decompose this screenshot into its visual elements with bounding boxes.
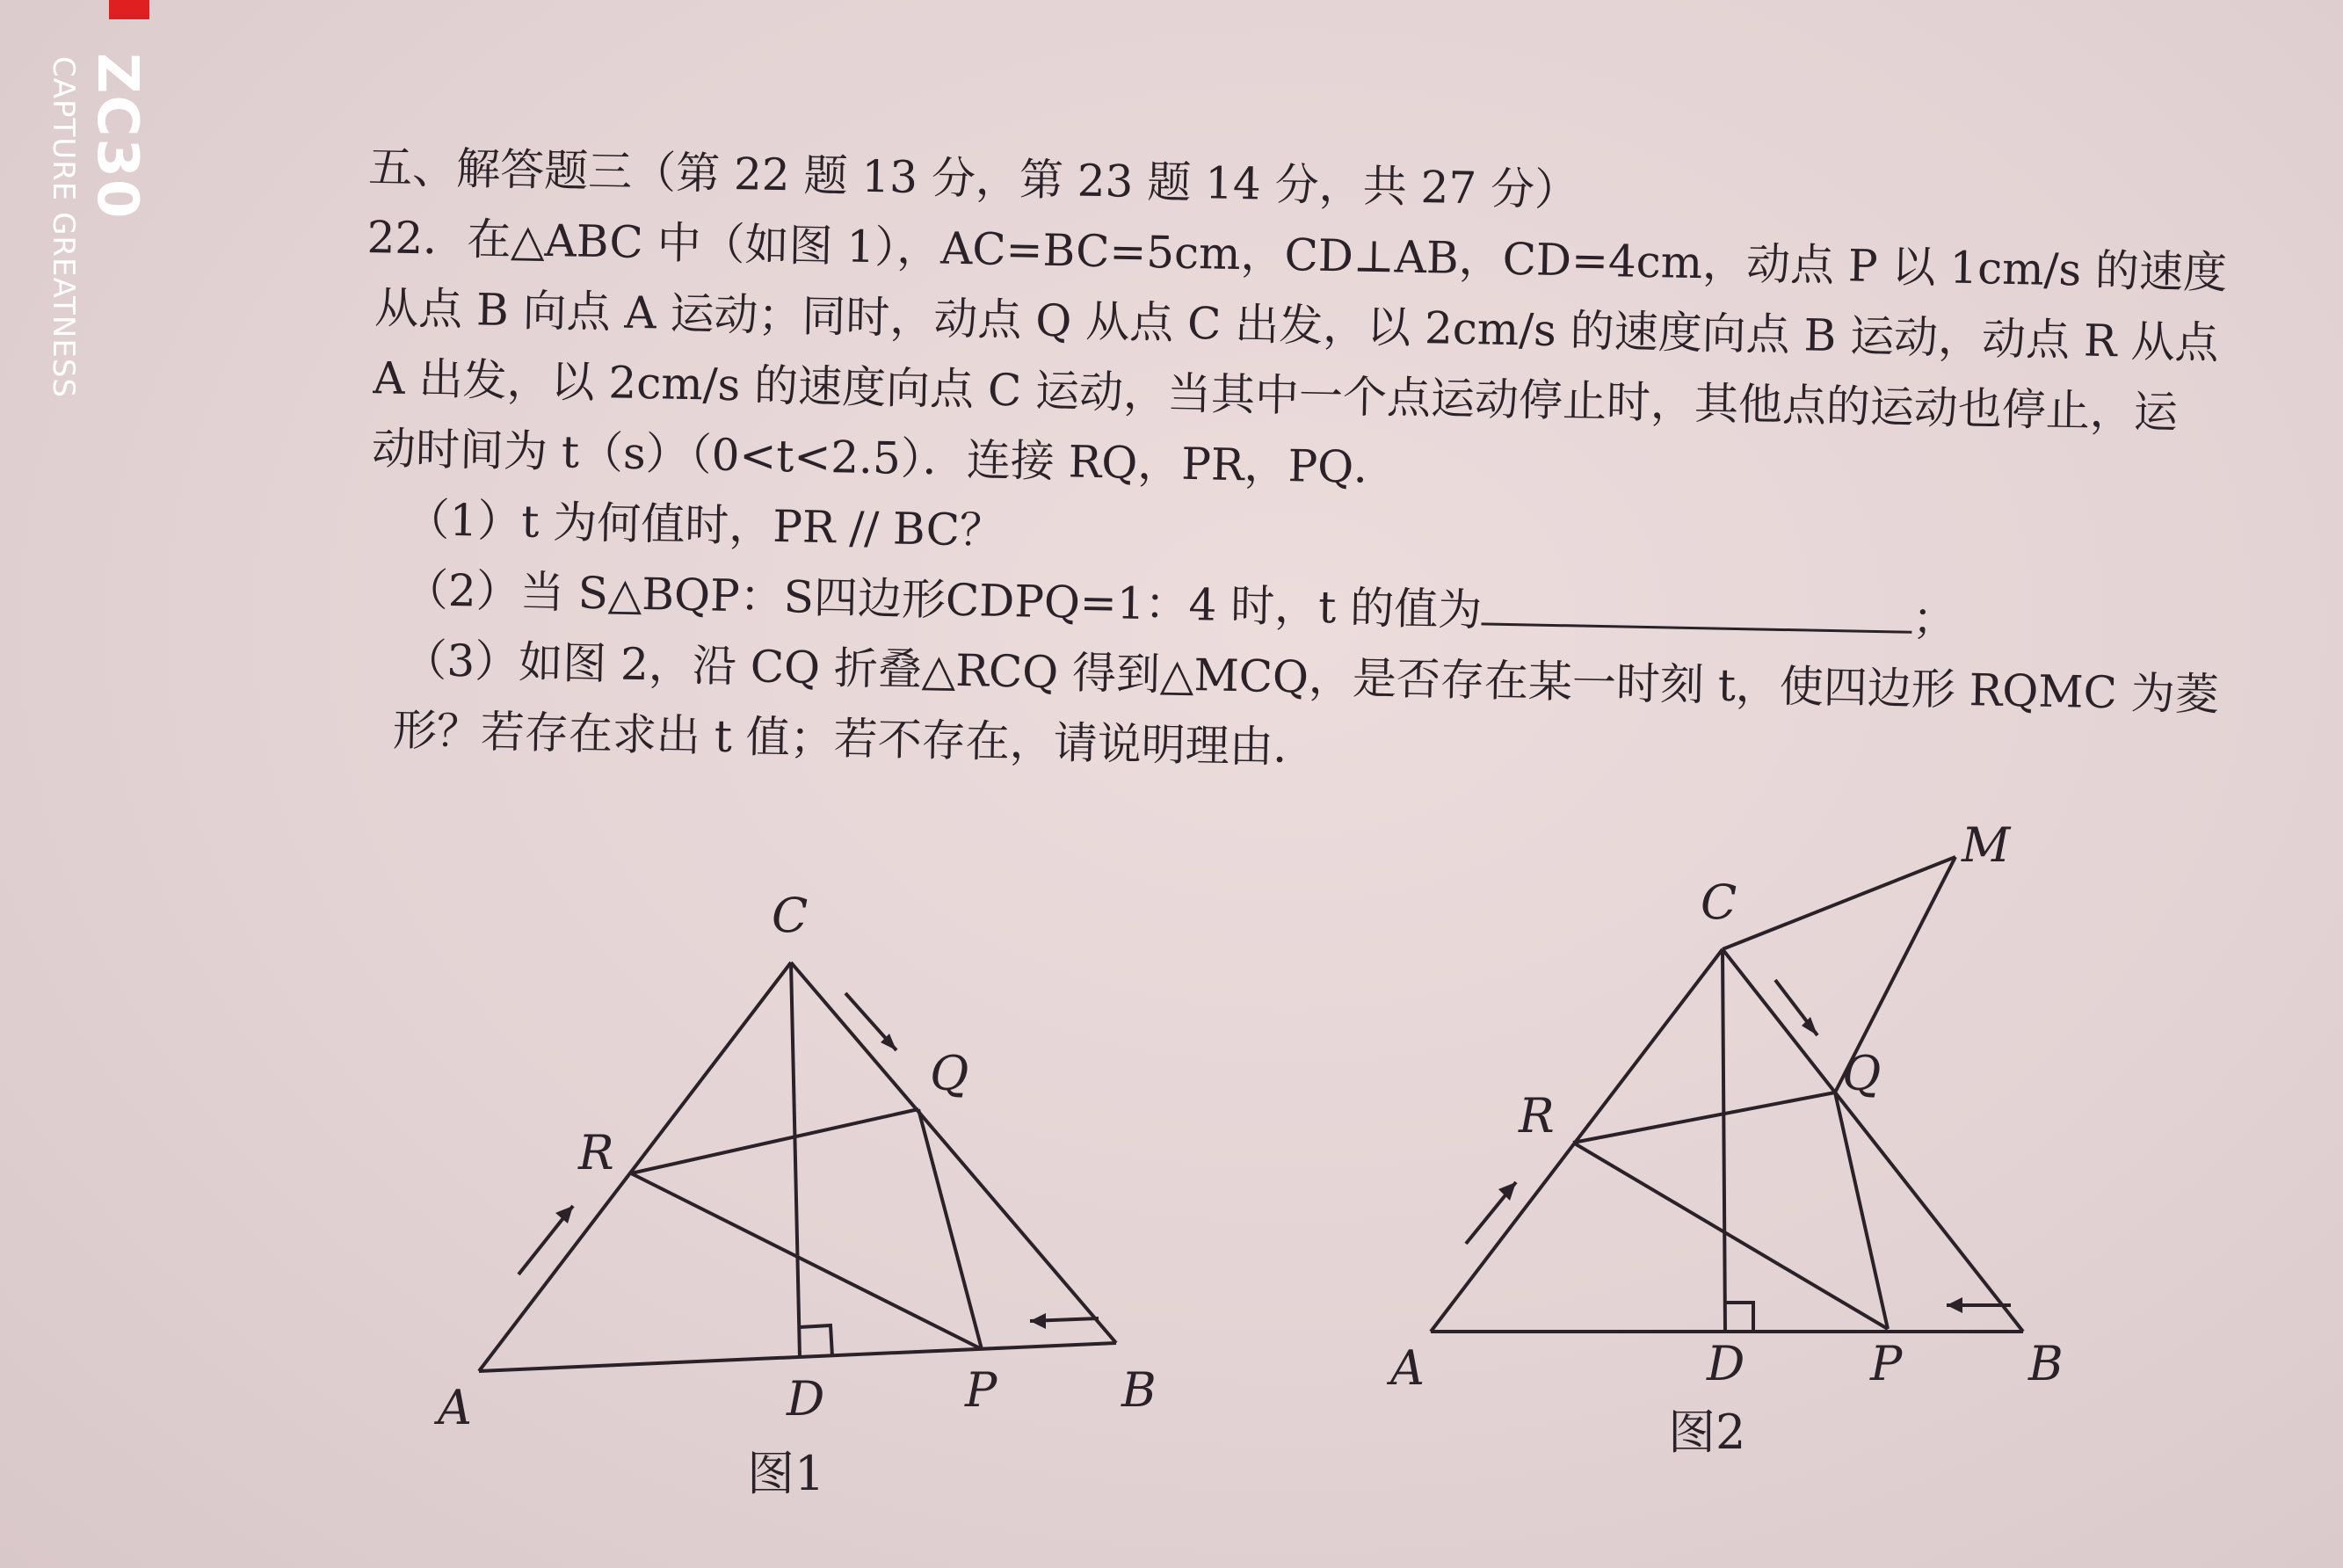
label-A: A xyxy=(1390,1340,1425,1396)
figure-1-diagram xyxy=(395,861,1204,1529)
segment-AC xyxy=(479,962,791,1371)
label-M: M xyxy=(1962,817,2011,873)
segment-RQ xyxy=(1573,1093,1835,1143)
label-B: B xyxy=(2028,1336,2064,1391)
watermark-tagline: CAPTURE GREATNESS xyxy=(46,56,81,398)
problem-line-1: 22．在△ABC 中（如图 1），AC=BC=5cm，CD⊥AB，CD=4cm，动点 P 以 1cm/s 的速度 xyxy=(366,211,2228,299)
red-corner-mark xyxy=(109,0,149,19)
sub-question-2-suffix: ； xyxy=(1911,592,1957,645)
label-D: D xyxy=(787,1371,825,1426)
label-B: B xyxy=(1121,1362,1157,1418)
figure-2-diagram xyxy=(1371,809,2109,1494)
arrowhead-toward-A xyxy=(1030,1313,1046,1329)
question-text xyxy=(357,132,2284,802)
label-R: R xyxy=(1519,1088,1555,1143)
label-P: P xyxy=(1870,1336,1903,1391)
section-title: 五、解答题三（第 22 题 13 分，第 23 题 14 分，共 27 分） xyxy=(367,141,1579,216)
watermark-model: ZC30 xyxy=(84,53,149,221)
right-angle-mark xyxy=(800,1325,832,1356)
figure-1-caption: 图1 xyxy=(747,1446,825,1501)
sub-question-3: （3）如图 2，沿 CQ 折叠△RCQ 得到△MCQ，是否存在某一时刻 t，使四边形 RQMC 为菱 xyxy=(402,634,2220,721)
answer-blank[interactable] xyxy=(1482,587,1913,633)
segment-CD xyxy=(1723,949,1725,1332)
figure-2-caption: 图2 xyxy=(1668,1405,1746,1460)
segment-CM xyxy=(1723,857,1955,949)
right-angle-mark xyxy=(1725,1303,1753,1332)
label-D: D xyxy=(1707,1336,1745,1391)
label-Q: Q xyxy=(930,1046,969,1101)
segment-CD xyxy=(791,962,800,1358)
label-R: R xyxy=(578,1125,614,1180)
segment-RP xyxy=(631,1173,982,1349)
arrowhead-toward-A xyxy=(1947,1297,1962,1313)
label-Q: Q xyxy=(1842,1046,1882,1101)
segment-BC xyxy=(1723,949,2023,1332)
sub-question-2-text: （2）当 S△BQP：S四边形CDPQ=1：4 时，t 的值为 xyxy=(403,563,1483,636)
arrowhead-AC xyxy=(555,1206,573,1223)
label-C: C xyxy=(772,888,809,943)
label-P: P xyxy=(965,1362,997,1418)
label-C: C xyxy=(1701,875,1737,930)
sub-question-3-cont: 形？若存在求出 t 值；若不存在，请说明理由． xyxy=(392,704,1318,773)
problem-line-2: 从点 B 向点 A 运动；同时，动点 Q 从点 C 出发，以 2cm/s 的速度向点 B 运动，动点 R 从点 xyxy=(374,282,2220,369)
problem-line-4: 动时间为 t（s）（0<t<2.5）．连接 RQ，PR，PQ． xyxy=(371,423,1398,494)
label-A: A xyxy=(438,1380,472,1435)
segment-QP xyxy=(918,1109,982,1349)
problem-line-3: A 出发，以 2cm/s 的速度向点 C 运动，当其中一个点运动停止时，其他点的运动也停止，运 xyxy=(373,352,2179,439)
segment-BC xyxy=(791,962,1116,1343)
segment-RQ xyxy=(631,1109,918,1173)
sub-question-1: （1）t 为何值时，PR // BC？ xyxy=(404,493,1005,556)
segment-AB xyxy=(479,1343,1116,1371)
